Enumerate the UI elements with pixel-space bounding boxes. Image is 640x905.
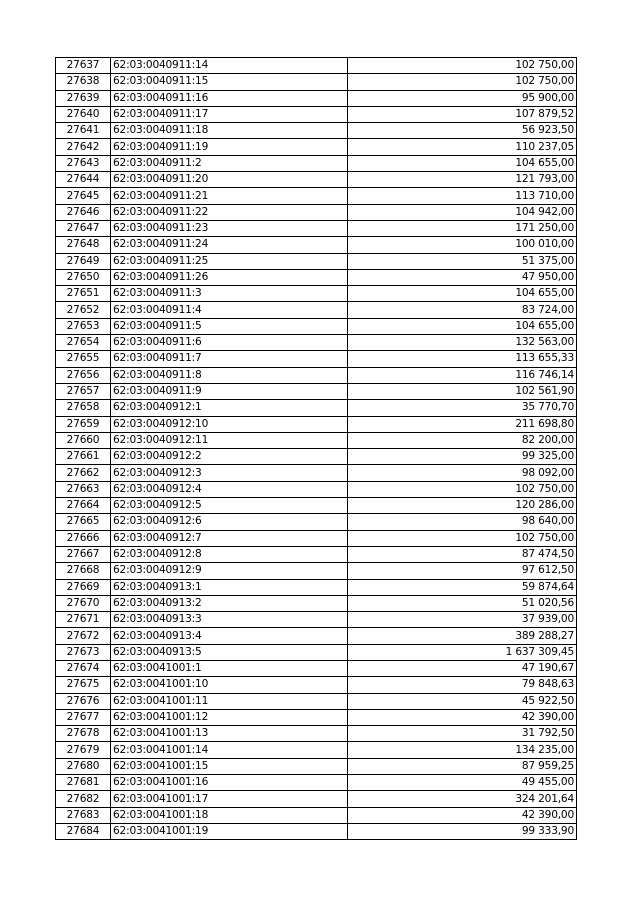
cadastral-value-cell: 104 942,00 [348,204,577,220]
cadastral-value-cell: 120 286,00 [348,498,577,514]
table-row [56,628,577,644]
cadastral-number-cell: 62:03:0040913:3 [111,612,348,628]
table-row [56,514,577,530]
table-row [56,237,577,253]
table-row [56,58,577,74]
cadastral-number-cell: 62:03:0040913:5 [111,644,348,660]
cadastral-number-cell: 62:03:0041001:12 [111,709,348,725]
cadastral-number-cell: 62:03:0040911:21 [111,188,348,204]
row-number-cell: 27661 [56,449,111,465]
row-number-cell: 27682 [56,791,111,807]
table-row [56,220,577,236]
cadastral-value-cell: 42 390,00 [348,709,577,725]
cadastral-value-cell: 99 325,00 [348,449,577,465]
table-row [56,579,577,595]
cadastral-number-cell: 62:03:0041001:13 [111,726,348,742]
row-number-cell: 27674 [56,660,111,676]
row-number-cell: 27639 [56,90,111,106]
row-number-cell: 27678 [56,726,111,742]
table-row [56,644,577,660]
cadastral-number-cell: 62:03:0040912:7 [111,530,348,546]
row-number-cell: 27684 [56,823,111,839]
cadastral-number-cell: 62:03:0040911:18 [111,123,348,139]
row-number-cell: 27655 [56,351,111,367]
cadastral-number-cell: 62:03:0041001:11 [111,693,348,709]
cadastral-number-cell: 62:03:0041001:17 [111,791,348,807]
cadastral-number-cell: 62:03:0040911:4 [111,302,348,318]
table-row [56,204,577,220]
table-row [56,693,577,709]
cadastral-number-cell: 62:03:0041001:14 [111,742,348,758]
cadastral-value-cell: 79 848,63 [348,677,577,693]
cadastral-value-cell: 87 959,25 [348,758,577,774]
cadastral-value-cell: 98 640,00 [348,514,577,530]
row-number-cell: 27673 [56,644,111,660]
table-row [56,612,577,628]
cadastral-value-cell: 31 792,50 [348,726,577,742]
cadastral-number-cell: 62:03:0040912:1 [111,400,348,416]
cadastral-number-cell: 62:03:0040912:8 [111,546,348,562]
cadastral-value-cell: 59 874,64 [348,579,577,595]
cadastral-value-cell: 56 923,50 [348,123,577,139]
cadastral-value-cell: 95 900,00 [348,90,577,106]
cadastral-number-cell: 62:03:0040911:20 [111,172,348,188]
row-number-cell: 27683 [56,807,111,823]
cadastral-value-cell: 82 200,00 [348,432,577,448]
table-row [56,286,577,302]
cadastral-number-cell: 62:03:0040911:14 [111,58,348,74]
table-row [56,530,577,546]
cadastral-value-cell: 83 724,00 [348,302,577,318]
cadastral-number-cell: 62:03:0040911:5 [111,318,348,334]
row-number-cell: 27647 [56,220,111,236]
row-number-cell: 27669 [56,579,111,595]
row-number-cell: 27638 [56,74,111,90]
table-row [56,188,577,204]
cadastral-value-cell: 102 750,00 [348,481,577,497]
cadastral-number-cell: 62:03:0040911:16 [111,90,348,106]
table-row [56,335,577,351]
cadastral-value-cell: 110 237,05 [348,139,577,155]
cadastral-value-table [55,57,577,840]
cadastral-value-cell: 97 612,50 [348,563,577,579]
cadastral-value-cell: 1 637 309,45 [348,644,577,660]
cadastral-number-cell: 62:03:0041001:1 [111,660,348,676]
row-number-cell: 27648 [56,237,111,253]
table-row [56,139,577,155]
cadastral-number-cell: 62:03:0040912:3 [111,465,348,481]
cadastral-number-cell: 62:03:0040911:25 [111,253,348,269]
table-row [56,106,577,122]
cadastral-value-cell: 100 010,00 [348,237,577,253]
row-number-cell: 27666 [56,530,111,546]
table-row [56,758,577,774]
row-number-cell: 27680 [56,758,111,774]
row-number-cell: 27668 [56,563,111,579]
cadastral-value-cell: 171 250,00 [348,220,577,236]
row-number-cell: 27679 [56,742,111,758]
row-number-cell: 27637 [56,58,111,74]
table-row [56,726,577,742]
cadastral-value-cell: 132 563,00 [348,335,577,351]
cadastral-number-cell: 62:03:0040911:23 [111,220,348,236]
cadastral-value-cell: 51 020,56 [348,595,577,611]
row-number-cell: 27644 [56,172,111,188]
row-number-cell: 27656 [56,367,111,383]
table-row [56,563,577,579]
cadastral-value-cell: 211 698,80 [348,416,577,432]
cadastral-value-cell: 45 922,50 [348,693,577,709]
row-number-cell: 27646 [56,204,111,220]
row-number-cell: 27649 [56,253,111,269]
cadastral-value-cell: 102 750,00 [348,74,577,90]
row-number-cell: 27654 [56,335,111,351]
table-row [56,383,577,399]
cadastral-number-cell: 62:03:0040913:1 [111,579,348,595]
table-row [56,351,577,367]
table-body [56,58,577,840]
cadastral-number-cell: 62:03:0041001:19 [111,823,348,839]
row-number-cell: 27653 [56,318,111,334]
cadastral-number-cell: 62:03:0040911:2 [111,155,348,171]
table-row [56,302,577,318]
cadastral-number-cell: 62:03:0040912:4 [111,481,348,497]
cadastral-number-cell: 62:03:0040913:2 [111,595,348,611]
table-row [56,807,577,823]
row-number-cell: 27681 [56,775,111,791]
table-row [56,498,577,514]
table-row [56,775,577,791]
table-row [56,595,577,611]
row-number-cell: 27658 [56,400,111,416]
cadastral-value-cell: 102 561,90 [348,383,577,399]
table-row [56,74,577,90]
cadastral-value-cell: 99 333,90 [348,823,577,839]
cadastral-number-cell: 62:03:0041001:18 [111,807,348,823]
table-row [56,367,577,383]
cadastral-number-cell: 62:03:0040911:7 [111,351,348,367]
table-row [56,400,577,416]
cadastral-number-cell: 62:03:0040911:9 [111,383,348,399]
row-number-cell: 27667 [56,546,111,562]
table-row [56,677,577,693]
table-row [56,123,577,139]
table-row [56,465,577,481]
row-number-cell: 27643 [56,155,111,171]
cadastral-value-cell: 116 746,14 [348,367,577,383]
cadastral-value-cell: 104 655,00 [348,155,577,171]
row-number-cell: 27642 [56,139,111,155]
cadastral-value-cell: 324 201,64 [348,791,577,807]
table-row [56,546,577,562]
row-number-cell: 27675 [56,677,111,693]
cadastral-value-cell: 37 939,00 [348,612,577,628]
cadastral-value-cell: 113 710,00 [348,188,577,204]
table-row [56,90,577,106]
table-row [56,269,577,285]
table-row [56,823,577,839]
row-number-cell: 27676 [56,693,111,709]
row-number-cell: 27672 [56,628,111,644]
cadastral-number-cell: 62:03:0040911:3 [111,286,348,302]
cadastral-number-cell: 62:03:0040911:15 [111,74,348,90]
cadastral-number-cell: 62:03:0040911:17 [111,106,348,122]
table-row [56,791,577,807]
cadastral-value-cell: 102 750,00 [348,58,577,74]
cadastral-value-cell: 49 455,00 [348,775,577,791]
cadastral-value-cell: 389 288,27 [348,628,577,644]
row-number-cell: 27657 [56,383,111,399]
cadastral-value-cell: 47 190,67 [348,660,577,676]
row-number-cell: 27640 [56,106,111,122]
row-number-cell: 27671 [56,612,111,628]
cadastral-number-cell: 62:03:0041001:10 [111,677,348,693]
row-number-cell: 27659 [56,416,111,432]
cadastral-number-cell: 62:03:0040911:6 [111,335,348,351]
cadastral-number-cell: 62:03:0040911:8 [111,367,348,383]
cadastral-number-cell: 62:03:0040911:22 [111,204,348,220]
row-number-cell: 27664 [56,498,111,514]
table-row [56,481,577,497]
cadastral-number-cell: 62:03:0040912:6 [111,514,348,530]
row-number-cell: 27660 [56,432,111,448]
row-number-cell: 27650 [56,269,111,285]
cadastral-number-cell: 62:03:0040911:19 [111,139,348,155]
cadastral-value-cell: 104 655,00 [348,286,577,302]
row-number-cell: 27665 [56,514,111,530]
row-number-cell: 27662 [56,465,111,481]
cadastral-value-cell: 87 474,50 [348,546,577,562]
row-number-cell: 27663 [56,481,111,497]
cadastral-number-cell: 62:03:0040911:26 [111,269,348,285]
cadastral-number-cell: 62:03:0040912:9 [111,563,348,579]
row-number-cell: 27677 [56,709,111,725]
row-number-cell: 27670 [56,595,111,611]
cadastral-value-cell: 47 950,00 [348,269,577,285]
table-row [56,709,577,725]
table-row [56,253,577,269]
cadastral-number-cell: 62:03:0041001:15 [111,758,348,774]
table-row [56,155,577,171]
cadastral-value-cell: 51 375,00 [348,253,577,269]
table-row [56,318,577,334]
cadastral-value-cell: 134 235,00 [348,742,577,758]
row-number-cell: 27645 [56,188,111,204]
cadastral-number-cell: 62:03:0040913:4 [111,628,348,644]
cadastral-value-cell: 35 770,70 [348,400,577,416]
row-number-cell: 27652 [56,302,111,318]
table-row [56,449,577,465]
cadastral-value-cell: 102 750,00 [348,530,577,546]
cadastral-value-cell: 113 655,33 [348,351,577,367]
cadastral-value-cell: 107 879,52 [348,106,577,122]
cadastral-number-cell: 62:03:0040912:2 [111,449,348,465]
row-number-cell: 27641 [56,123,111,139]
cadastral-number-cell: 62:03:0041001:16 [111,775,348,791]
table-row [56,432,577,448]
table-row [56,172,577,188]
cadastral-value-cell: 98 092,00 [348,465,577,481]
cadastral-number-cell: 62:03:0040912:11 [111,432,348,448]
cadastral-number-cell: 62:03:0040912:10 [111,416,348,432]
cadastral-number-cell: 62:03:0040912:5 [111,498,348,514]
cadastral-number-cell: 62:03:0040911:24 [111,237,348,253]
cadastral-value-cell: 42 390,00 [348,807,577,823]
row-number-cell: 27651 [56,286,111,302]
table-row [56,416,577,432]
table-row [56,660,577,676]
cadastral-value-cell: 121 793,00 [348,172,577,188]
table-row [56,742,577,758]
cadastral-value-cell: 104 655,00 [348,318,577,334]
